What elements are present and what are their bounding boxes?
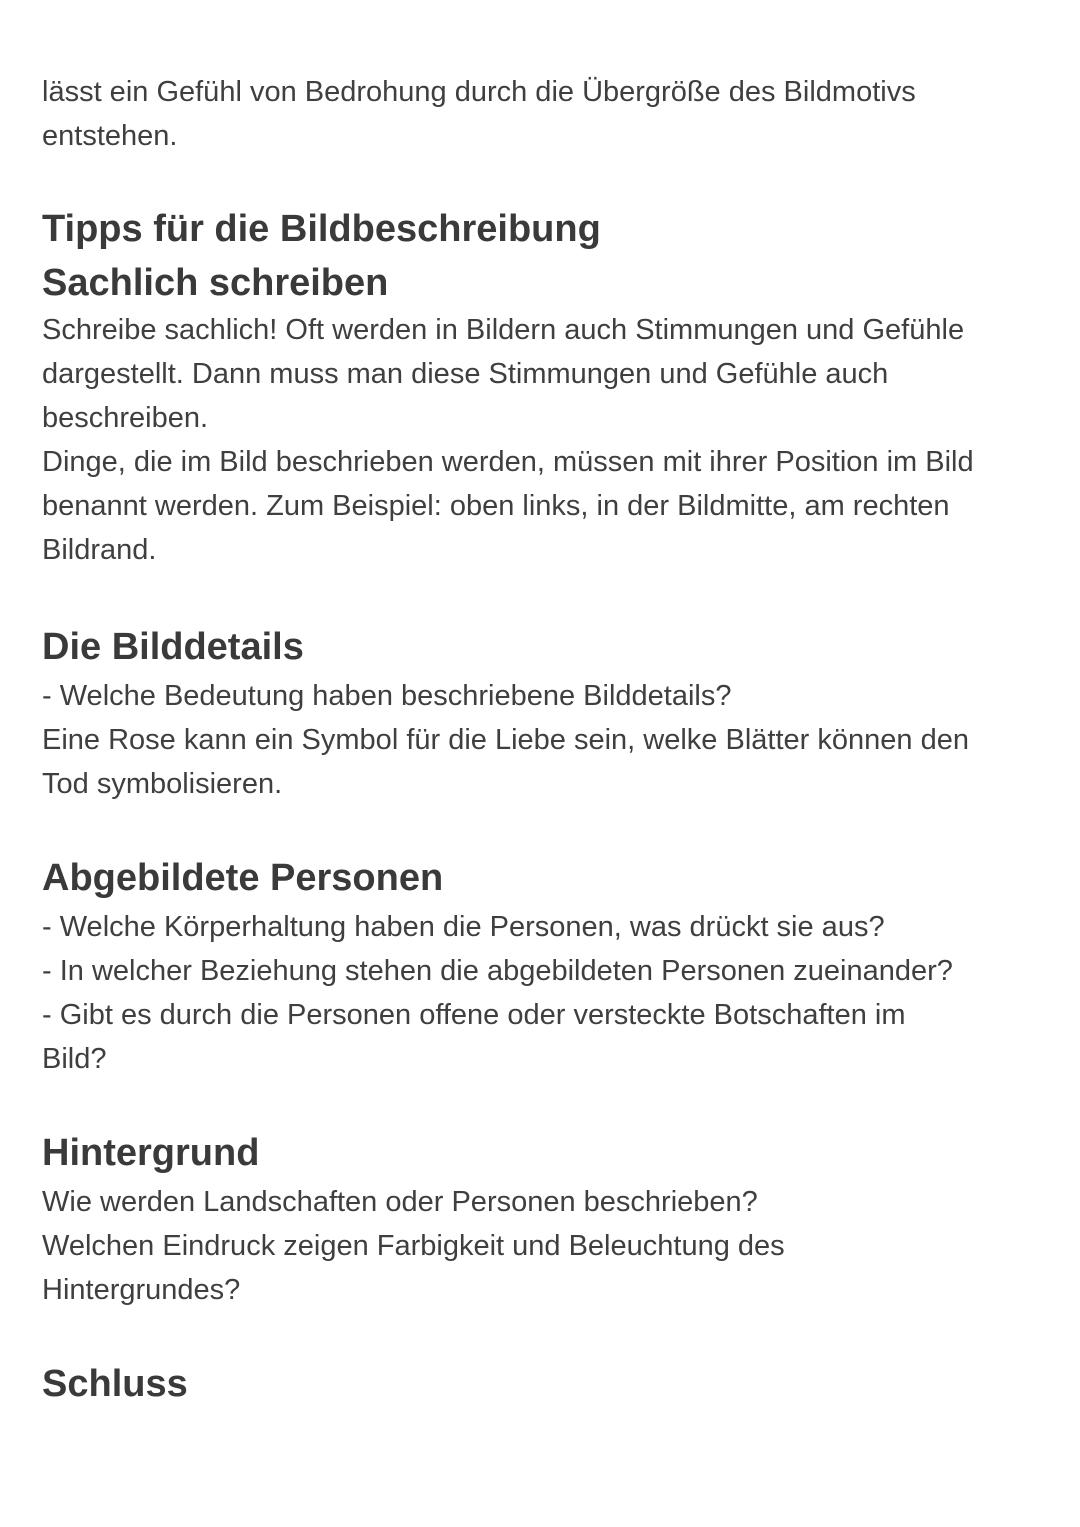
tips-paragraph-2-line-3: Bildrand. (42, 534, 157, 566)
background-line-1: Wie werden Landschaften oder Personen beschrieben? (42, 1186, 758, 1218)
background-heading: Hintergrund (42, 1132, 260, 1174)
intro-line-1: lässt ein Gefühl von Bedrohung durch die Übergröße des Bildmotivs (42, 76, 916, 108)
tips-paragraph-1-line-3: beschreiben. (42, 402, 209, 434)
sachlich-heading: Sachlich schreiben (42, 262, 389, 304)
tips-paragraph-1-line-2: dargestellt. Dann muss man diese Stimmungen und Gefühle auch (42, 358, 889, 390)
background-line-3: Hintergrundes? (42, 1274, 241, 1306)
tips-section (42, 202, 974, 572)
conclusion-heading: Schluss (42, 1363, 188, 1405)
tips-paragraph-2-line-2: benannt werden. Zum Beispiel: oben links, in der Bildmitte, am rechten (42, 490, 950, 522)
persons-section (42, 851, 953, 1081)
background-section (42, 1126, 785, 1312)
intro-line-2: entstehen. (42, 120, 178, 152)
persons-heading: Abgebildete Personen (42, 857, 444, 899)
details-section (42, 620, 969, 806)
persons-line-3: - Gibt es durch die Personen offene oder versteckte Botschaften im (42, 999, 906, 1031)
intro-paragraph (42, 70, 916, 158)
details-line-1: - Welche Bedeutung haben beschriebene Bilddetails? (42, 680, 732, 712)
details-heading: Die Bilddetails (42, 626, 304, 668)
background-line-2: Welchen Eindruck zeigen Farbigkeit und Beleuchtung des (42, 1230, 785, 1262)
details-line-2: Eine Rose kann ein Symbol für die Liebe sein, welke Blätter können den (42, 724, 969, 756)
details-line-3: Tod symbolisieren. (42, 768, 283, 800)
persons-line-4: Bild? (42, 1043, 107, 1075)
persons-line-2: - In welcher Beziehung stehen die abgebildeten Personen zueinander? (42, 955, 953, 987)
persons-line-1: - Welche Körperhaltung haben die Personen, was drückt sie aus? (42, 911, 885, 943)
tips-heading: Tipps für die Bildbeschreibung (42, 208, 601, 250)
tips-paragraph-2-line-1: Dinge, die im Bild beschrieben werden, müssen mit ihrer Position im Bild (42, 446, 974, 478)
tips-paragraph-1-line-1: Schreibe sachlich! Oft werden in Bildern auch Stimmungen und Gefühle (42, 314, 965, 346)
conclusion-section (42, 1357, 188, 1411)
